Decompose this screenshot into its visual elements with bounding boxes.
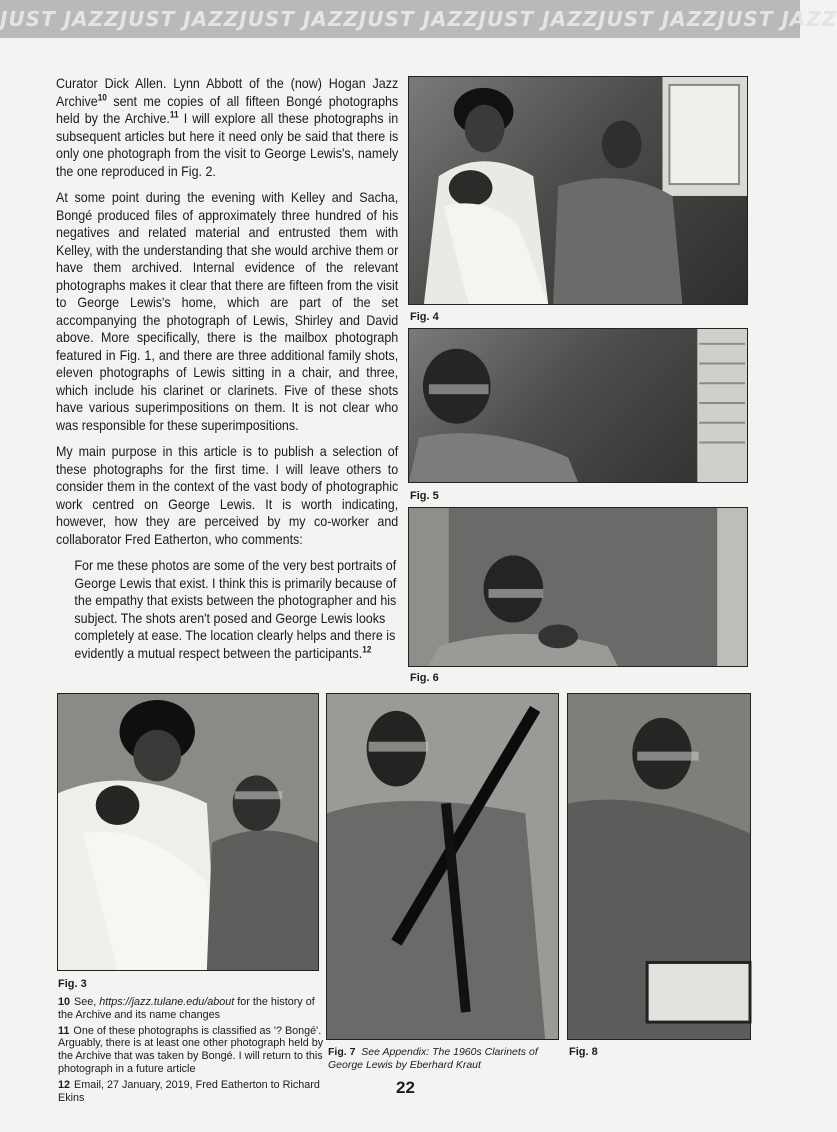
header-title: JUST JAZZ	[0, 7, 120, 31]
footnote-11	[58, 1025, 326, 1076]
fig-6-photo	[408, 507, 748, 667]
footnote-ref-10[interactable]: 10	[97, 91, 107, 102]
page-number: 22	[396, 1078, 415, 1097]
fig-3-photo	[57, 693, 319, 971]
header-title: JUST JAZZ	[478, 7, 599, 31]
fig-7-caption-text: See Appendix: The 1960s Clarinets of George Lewis by Eberhard Kraut	[328, 1046, 538, 1071]
photo-placeholder-icon	[409, 508, 747, 666]
footnotes	[58, 996, 326, 1107]
paragraph-1-text-b: sent me copies of all fifteen Bongé photographs held by the Archive.	[56, 93, 399, 126]
header-title: JUST JAZZ	[358, 7, 479, 31]
photo-placeholder-icon	[568, 694, 750, 1039]
header-title: JUST JAZZ	[598, 7, 718, 31]
fig-8-photo	[567, 693, 751, 1040]
header-title: JUST JAZZ	[119, 7, 240, 31]
footnote-link[interactable]: https://jazz.tulane.edu/about	[99, 996, 235, 1008]
fig-7-caption	[328, 1046, 560, 1072]
fig-6-label: Fig. 6	[410, 672, 439, 684]
photo-placeholder-icon	[327, 694, 558, 1039]
paragraph-3: My main purpose in this article is to publish a selection of these photographs for the first time. I will leave others to consider them in the context of the vast body of photographic work centred on George Lewis. It is worth indicating, however, how they are perceived by my co-worker and collaborator Fred Eatherton, who comments:	[56, 444, 399, 547]
fig-4-photo	[408, 76, 748, 305]
photo-placeholder-icon	[58, 694, 318, 970]
article-body	[56, 75, 398, 671]
paragraph-1-text-c: I will explore all these photographs in subsequent articles but here it need only be said that there is only one photograph from the visit to George Lewis's, namely the one reproduced in Fig. 2.	[56, 111, 399, 179]
footnote-ref-11[interactable]: 11	[169, 109, 179, 120]
footnote-text: Email, 27 January, 2019, Fred Eatherton to Richard Ekins	[58, 1078, 320, 1104]
paragraph-1-text-a: Curator Dick Allen. Lynn Abbott of the (now) Hogan Jazz Archive	[56, 76, 399, 109]
block-quote	[74, 557, 398, 662]
footnote-number: 11	[58, 1024, 70, 1037]
header-title: JUST JAZZ	[239, 7, 359, 31]
header-title: JUST JAZZ	[717, 7, 837, 31]
footnote-number: 12	[58, 1078, 71, 1091]
fig-5-label: Fig. 5	[410, 490, 439, 502]
footnote-text: for the history of the Archive and its name changes	[58, 996, 315, 1021]
footnote-10	[58, 996, 326, 1022]
paragraph-1	[56, 75, 398, 180]
photo-placeholder-icon	[409, 77, 747, 304]
paragraph-2: At some point during the evening with Kelley and Sacha, Bongé produced files of approximately three hundred of his negatives and related material and entrusted them with Kelley, with the understanding that she would archive them or have them archived. Internal evidence of the relevant photographs makes it clear that there are fifteen from the visit to George Lewis's home, which are part of the set accompanying the photograph of Lewis, Shirley and David above. More specifically, there is the mailbox photograph featured in Fig. 1, and there are three additional family shots, eleven photographs of Lewis sitting in a chair, and three, which include his clarinet or clarinets. Five of these shots have various superimpositions on them. It is not clear who was responsible for these superimpositions.	[56, 190, 399, 433]
footnote-12	[58, 1079, 326, 1105]
photo-placeholder-icon	[409, 329, 747, 482]
fig-7-photo	[326, 693, 559, 1040]
fig-4-label: Fig. 4	[410, 311, 439, 323]
fig-8-label: Fig. 8	[569, 1046, 598, 1058]
running-header	[0, 0, 837, 38]
footnote-number: 10	[58, 996, 71, 1008]
fig-7-label: Fig. 7	[328, 1046, 356, 1058]
quote-text: For me these photos are some of the very best portraits of George Lewis that exist. I think this is primarily because of the empathy that exists between the photographer and his subject. The shots aren't posed and George Lewis looks completely at ease. The location clearly helps and there is evidently a mutual respect between the participants.	[74, 558, 397, 661]
footnote-text: One of these photographs is classified as '? Bongé'. Arguably, there is at least one other photograph held by the Archive that was taken by Bongé. I will return to this photograph in a future article	[58, 1024, 324, 1075]
footnote-text: See,	[74, 996, 100, 1008]
fig-5-photo	[408, 328, 748, 483]
footnote-ref-12[interactable]: 12	[362, 643, 372, 654]
fig-3-label: Fig. 3	[58, 978, 87, 990]
